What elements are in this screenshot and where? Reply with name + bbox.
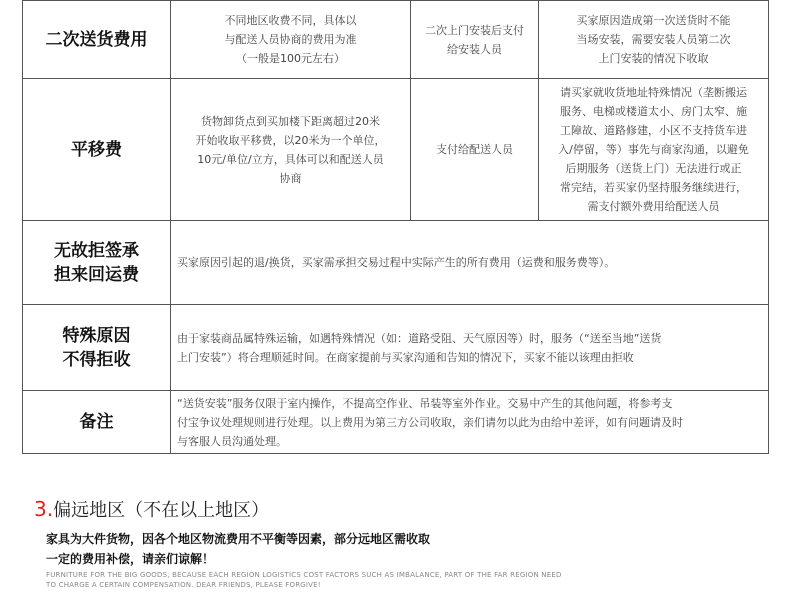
- fee-standard: 不同地区收费不同，具体以 与配送人员协商的费用为准 （一般是100元左右）: [171, 1, 411, 79]
- table-row: [23, 221, 769, 305]
- row-label: 特殊原因 不得拒收: [23, 305, 171, 391]
- section-number: 3.: [34, 497, 54, 521]
- row-label: 平移费: [23, 79, 171, 221]
- section-body: 家具为大件货物，因各个地区物流费用不平衡等因素，部分远地区需收取 一定的费用补偿，请亲们谅解！: [46, 532, 431, 566]
- section-english: FURNITURE FOR THE BIG GOODS, BECAUSE EACH REGION LOGISTICS COST FACTORS SUCH AS IMBALANCE, PART OF THE FAR REGION NEED TO CHARGE A CERTAIN COMPENSATION. DEAR FRIENDS, PLEASE FORGIVE!: [46, 571, 562, 589]
- row-label: 二次送货费用: [23, 1, 171, 79]
- row-content: “送货安装”服务仅限于室内操作，不提高空作业、吊装等室外作业。交易中产生的其他问题，将参考支 付宝争议处理规则进行处理。以上费用为第三方公司收取，亲们请勿以此为由给中差评，如有问题请及时 与客服人员沟通处理。: [171, 391, 769, 454]
- payment-method: 支付给配送人员: [411, 79, 539, 221]
- payment-method: 二次上门安装后支付 给安装人员: [411, 1, 539, 79]
- remote-area-section: [34, 497, 774, 590]
- table-row: [23, 79, 769, 221]
- row-content: 买家原因引起的退/换货，买家需承担交易过程中实际产生的所有费用（运费和服务费等）。: [171, 221, 769, 305]
- fee-note: 请买家就收货地址特殊情况（垄断搬运 服务、电梯或楼道太小、房门太窄、施 工障故、道路修建，小区不支持货车进 入/停留，等）事先与商家沟通，以避免 后期服务（送货上门）无法进行或正 常完结，若买家仍坚持服务继续进行， 需支付额外费用给配送人员: [539, 79, 769, 221]
- table-row: [23, 391, 769, 454]
- row-label: 备注: [23, 391, 171, 454]
- table-row: [23, 305, 769, 391]
- fee-table: [22, 0, 769, 454]
- section-title: [34, 497, 774, 523]
- row-content: 由于家装商品属特殊运输，如遇特殊情况（如：道路受阻、天气原因等）时，服务（“送至当地”送货 上门安装”）将合理顺延时间。在商家提前与买家沟通和告知的情况下，买家不能以该理由拒收: [171, 305, 769, 391]
- fee-note: 买家原因造成第一次送货时不能 当场安装，需要安装人员第二次 上门安装的情况下收取: [539, 1, 769, 79]
- table-row: [23, 1, 769, 79]
- fee-standard: 货物卸货点到买加楼下距离超过20米 开始收取平移费，以20米为一个单位， 10元/单位/立方，具体可以和配送人员 协商: [171, 79, 411, 221]
- row-label: 无故拒签承 担来回运费: [23, 221, 171, 305]
- section-title-text: 偏远地区（不在以上地区）: [53, 500, 270, 521]
